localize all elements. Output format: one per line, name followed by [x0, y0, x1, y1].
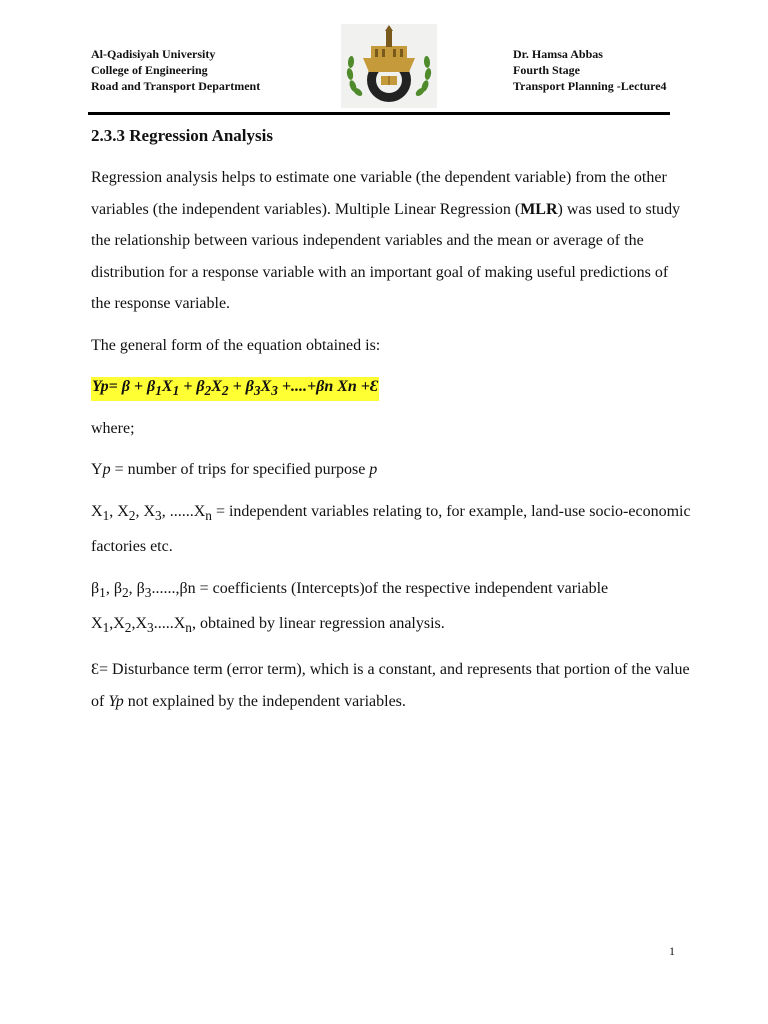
- university-crest-icon: [341, 24, 437, 108]
- epsilon-definition: Ɛ= Disturbance term (error term), which is a constant, and represents that portion of the value of Yp not explained by the independent variables.: [91, 661, 690, 710]
- header-college: College of Engineering: [91, 63, 208, 77]
- header-divider: [88, 112, 670, 115]
- regression-equation: $Yp= \beta + \beta_1X_1 + \beta_2X_2 + \beta_3X_3 +....+\beta n$ Xn +Ɛ: [91, 377, 379, 401]
- page-number: 1: [669, 944, 675, 958]
- yp-definition: Yp = number of trips for specified purpose p: [91, 461, 378, 478]
- header-university: Al-Qadisiyah University: [91, 47, 216, 61]
- document-body: [91, 162, 691, 717]
- equation-line: [91, 371, 691, 403]
- mlr-abbreviation: MLR: [520, 200, 558, 218]
- intro-text-1: Regression analysis helps to estimate one variable (the dependent variable) from the other variables (the independent variables). Multiple Linear Regression (: [91, 169, 667, 218]
- beta-definition: $\beta_1$, $\beta_2$, $\beta_3......,\beta n$ = coefficients (Intercepts)of the respective independent variable $X_1,X_2,X_3.....X_n$, obtained by linear regression analysis.: [91, 579, 609, 636]
- where-label: where;: [91, 419, 135, 437]
- header-institution: [91, 46, 260, 94]
- intro-text-2: ) was used to study the relationship between various independent variables and the mean or average of the distribution for a response variable with an important goal of making useful predictions of the response variable.: [91, 200, 681, 312]
- x-definition: $X_1$, $X_2$, $X_3$, $......X_n$ = independent variables relating to, for example, land-use socio-economic factories etc.: [91, 502, 691, 556]
- section-heading: 2.3.3 Regression Analysis: [91, 126, 273, 145]
- intro-paragraph: [91, 162, 691, 320]
- header-department: Road and Transport Department: [91, 79, 261, 93]
- header-course: Transport Planning -Lecture4: [513, 79, 667, 93]
- header-lecture-info: [513, 46, 667, 94]
- general-form-line: The general form of the equation obtained is:: [91, 336, 381, 354]
- header-stage: Fourth Stage: [513, 63, 580, 77]
- header-lecturer: Dr. Hamsa Abbas: [513, 47, 603, 61]
